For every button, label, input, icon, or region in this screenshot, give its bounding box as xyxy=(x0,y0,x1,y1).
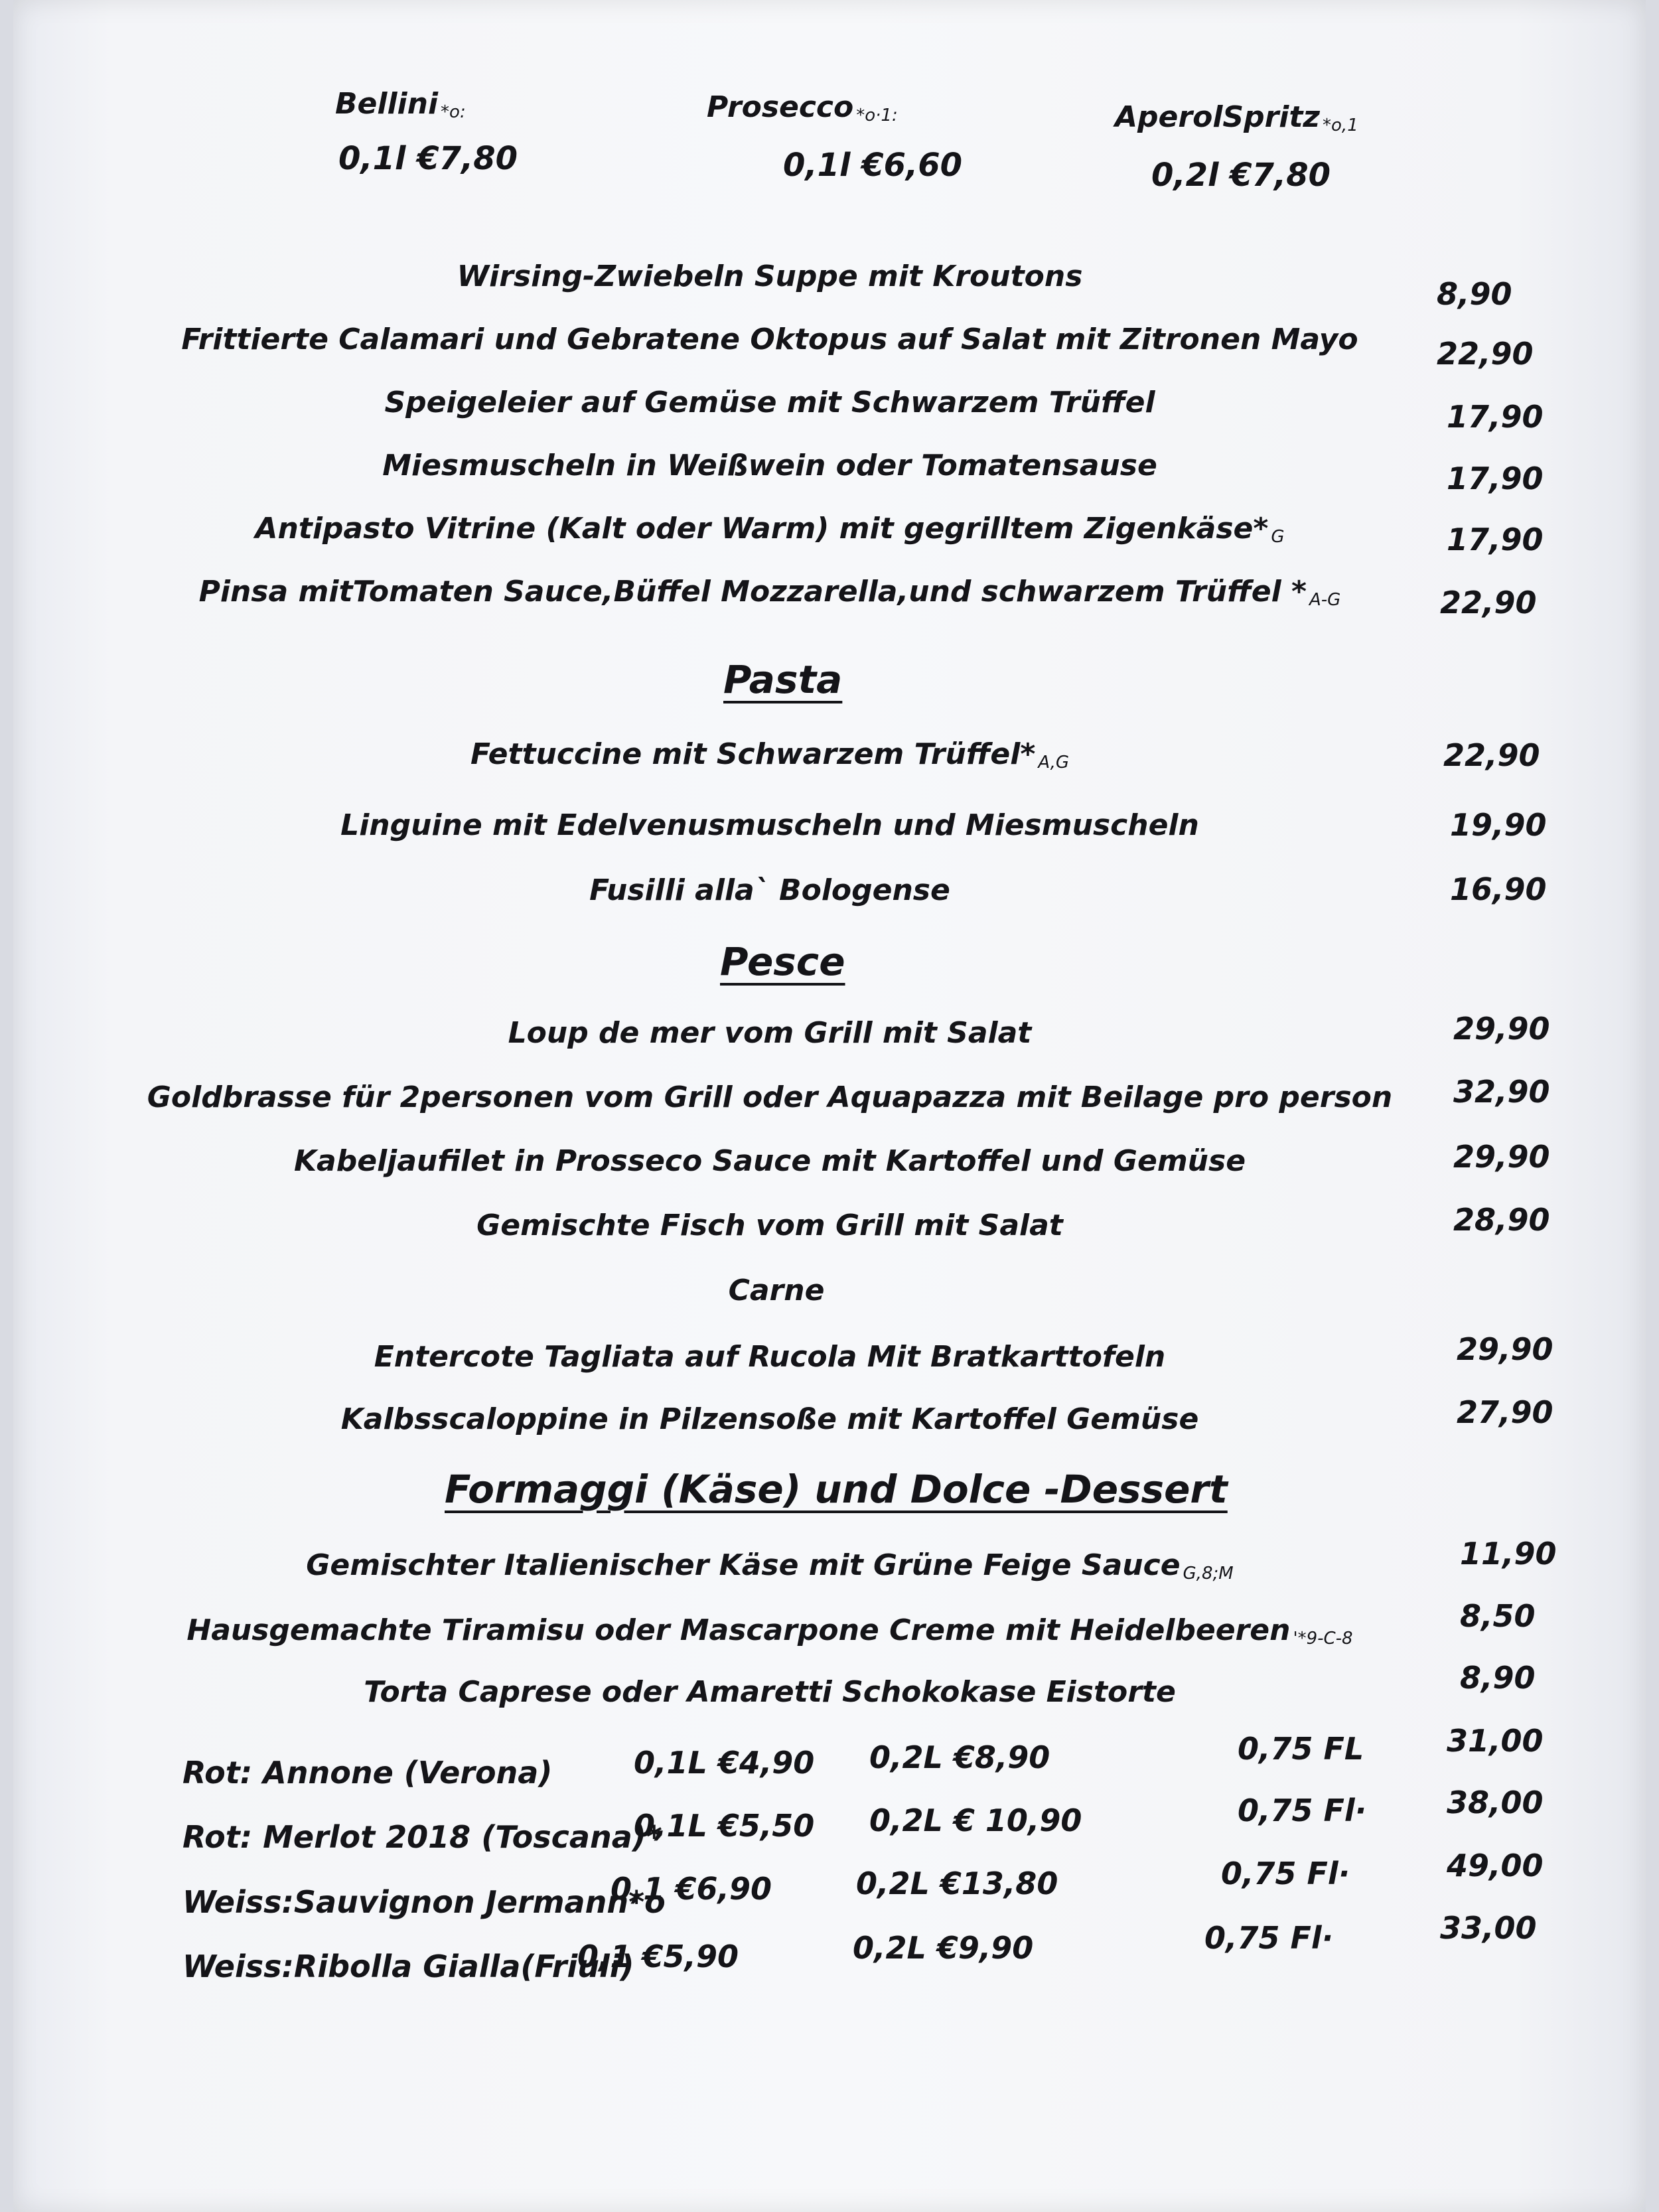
pesce-item-price: 29,90 xyxy=(1453,1011,1550,1047)
starter-item-name: Miesmuscheln in Weißwein oder Tomatensause xyxy=(382,449,1157,482)
wine-bottle-price: 31,00 xyxy=(1447,1723,1544,1759)
wine-name: Weiss:Ribolla Gialla(Friuli) xyxy=(182,1949,634,1984)
wine-glass-small: 0,1 €5,90 xyxy=(577,1939,739,1974)
pasta-item-price: 22,90 xyxy=(1443,737,1540,773)
wine-name: Rot: Merlot 2018 (Toscana)* xyxy=(182,1819,662,1855)
pasta-item-price: 19,90 xyxy=(1450,807,1547,843)
starter-item-name: Antipasto Vitrine (Kalt oder Warm) mit gegrilltem Zigenkäse* G xyxy=(255,512,1285,547)
starter-item-price: 17,90 xyxy=(1447,399,1544,435)
carne-item-price: 29,90 xyxy=(1457,1331,1553,1367)
wine-bottle-price: 49,00 xyxy=(1447,1848,1544,1883)
pasta-item-name: Fettuccine mit Schwarzem Trüffel* A,G xyxy=(470,737,1070,773)
starter-item-name: Wirsing-Zwiebeln Suppe mit Kroutons xyxy=(457,259,1083,293)
dessert-item-name: Torta Caprese oder Amaretti Schokokase Eistorte xyxy=(364,1675,1176,1709)
wine-glass-large: 0,2L €13,80 xyxy=(856,1866,1058,1901)
wine-glass-small: 0,1 €6,90 xyxy=(611,1871,772,1907)
starter-item-price: 17,90 xyxy=(1447,461,1544,496)
starter-item-name: Pinsa mitTomaten Sauce,Büffel Mozzarella,und schwarzem Trüffel * A-G xyxy=(198,575,1341,610)
pasta-item-name: Fusilli alla` Bologense xyxy=(589,873,950,907)
starter-item-price: 22,90 xyxy=(1437,336,1534,372)
wine-glass-large: 0,2L €8,90 xyxy=(869,1739,1050,1775)
drink-price-bellini: 0,1l €7,80 xyxy=(338,140,518,177)
section-heading-dessert: Formaggi (Käse) und Dolce -Dessert xyxy=(445,1467,1228,1512)
pesce-item-name: Gemischte Fisch vom Grill mit Salat xyxy=(476,1209,1063,1242)
pesce-item-price: 28,90 xyxy=(1453,1202,1550,1238)
dessert-item-price: 11,90 xyxy=(1460,1536,1557,1572)
pasta-item-name: Linguine mit Edelvenusmuscheln und Miesmuscheln xyxy=(340,808,1199,842)
pesce-item-price: 29,90 xyxy=(1453,1139,1550,1175)
wine-glass-small: 0,1L €5,50 xyxy=(634,1808,815,1844)
starter-item-price: 17,90 xyxy=(1447,522,1544,557)
carne-item-name: Entercote Tagliata auf Rucola Mit Bratkarttofeln xyxy=(374,1340,1166,1374)
menu-paper xyxy=(13,0,1646,2212)
carne-item-price: 27,90 xyxy=(1457,1394,1553,1430)
drink-price-aperol: 0,2l €7,80 xyxy=(1151,157,1331,194)
pesce-item-name: Loup de mer vom Grill mit Salat xyxy=(508,1016,1032,1050)
starter-item-name: Speigeleier auf Gemüse mit Schwarzem Trüffel xyxy=(384,386,1155,419)
starter-item-price: 22,90 xyxy=(1440,585,1537,621)
wine-glass-small: 0,1L €4,90 xyxy=(634,1745,815,1781)
carne-item-name: Kalbsscaloppine in Pilzensoße mit Kartoffel Gemüse xyxy=(340,1402,1199,1436)
drink-name-prosecco: Prosecco *o·1: xyxy=(707,90,898,125)
wine-bottle: 0,75 Fl· xyxy=(1238,1793,1367,1828)
wine-bottle-price: 33,00 xyxy=(1440,1910,1537,1946)
section-heading-pesce: Pesce xyxy=(720,939,845,984)
section-heading-carne: Carne xyxy=(728,1274,825,1307)
wine-name: Rot: Annone (Verona) xyxy=(182,1755,553,1791)
pesce-item-price: 32,90 xyxy=(1453,1074,1550,1110)
dessert-item-price: 8,90 xyxy=(1460,1660,1536,1696)
dessert-item-name: Gemischter Italienischer Käse mit Grüne Feige Sauce G,8;M xyxy=(306,1548,1234,1584)
section-heading-pasta: Pasta xyxy=(723,657,843,702)
pasta-item-price: 16,90 xyxy=(1450,871,1547,907)
wine-bottle-price: 38,00 xyxy=(1447,1785,1544,1820)
pesce-item-name: Goldbrasse für 2personen vom Grill oder Aquapazza mit Beilage pro person xyxy=(147,1080,1393,1114)
wine-bottle: 0,75 FL xyxy=(1238,1731,1364,1767)
dessert-item-name: Hausgemachte Tiramisu oder Mascarpone Creme mit Heidelbeeren '*9-C-8 xyxy=(186,1613,1353,1649)
pesce-item-name: Kabeljaufilet in Prosseco Sauce mit Kartoffel und Gemüse xyxy=(293,1144,1246,1178)
starter-item-price: 8,90 xyxy=(1437,276,1512,312)
drink-name-bellini: Bellini *o: xyxy=(335,87,466,122)
wine-bottle: 0,75 Fl· xyxy=(1221,1856,1350,1891)
wine-bottle: 0,75 Fl· xyxy=(1204,1920,1334,1956)
dessert-item-price: 8,50 xyxy=(1460,1598,1536,1634)
drink-name-aperol: AperolSpritz *o,1 xyxy=(1115,100,1358,135)
wine-glass-large: 0,2L € 10,90 xyxy=(869,1803,1082,1838)
wine-glass-large: 0,2L €9,90 xyxy=(853,1930,1034,1966)
starter-item-name: Frittierte Calamari und Gebratene Oktopus auf Salat mit Zitronen Mayo xyxy=(181,323,1358,356)
drink-price-prosecco: 0,1l €6,60 xyxy=(783,147,963,184)
wine-name: Weiss:Sauvignon Jermann*o xyxy=(182,1884,666,1920)
